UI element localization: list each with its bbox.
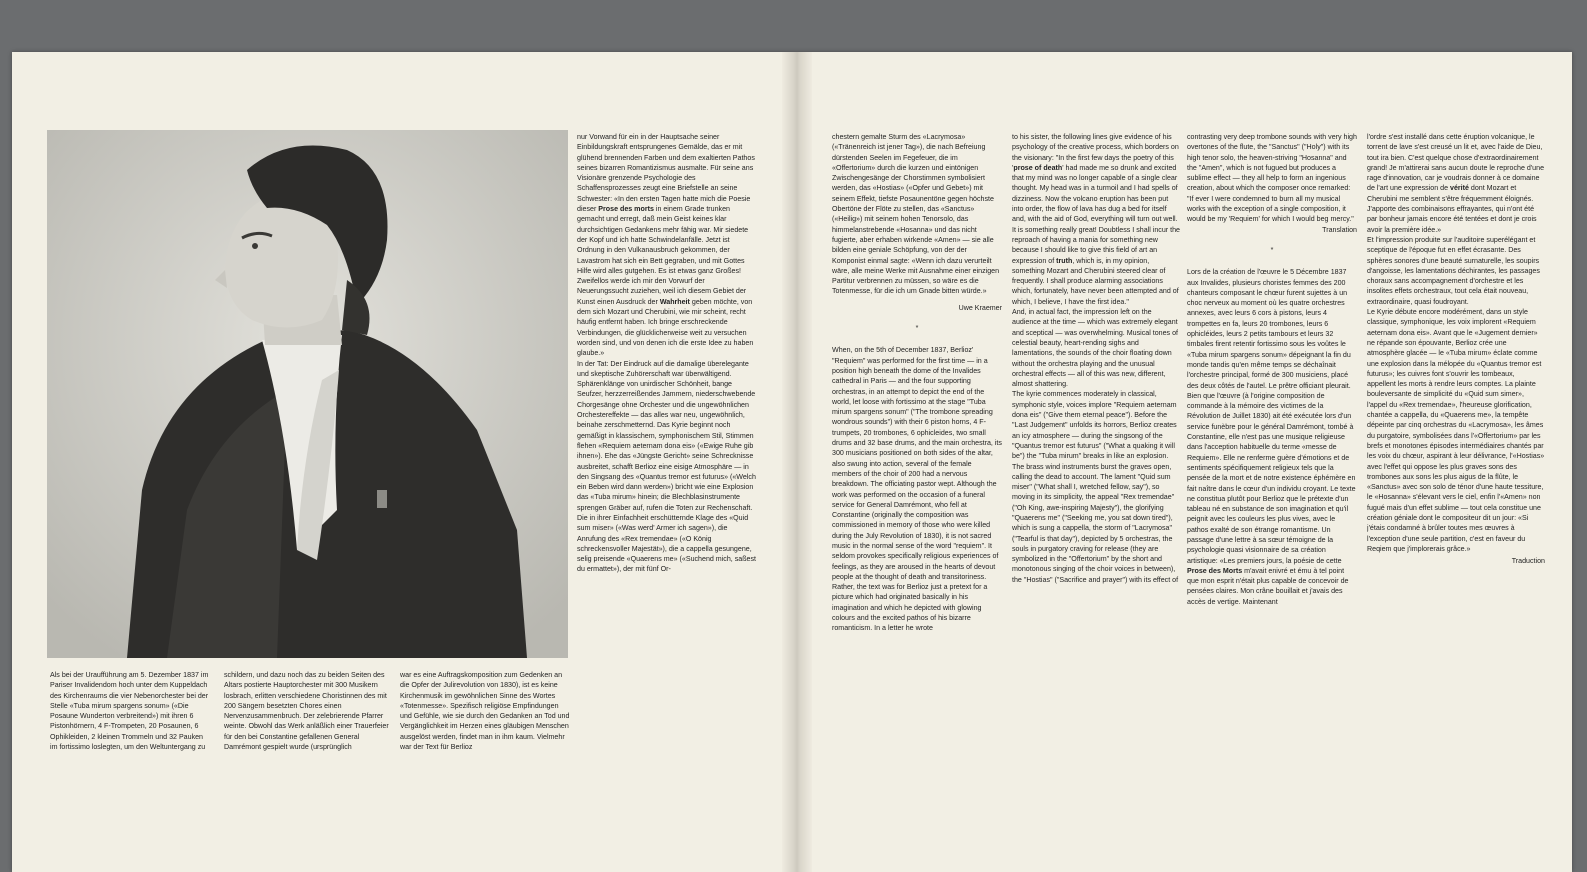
divider-star: * [915,324,919,333]
caption-column-2: schildern, und dazu noch das zu beiden Seiten des Altars postierte Hauptorchester mit 300 Musikern losbrach, erlitten verschiedene Choristinnen des mit 200 Sängern besetzten Chores einen Nervenzusammenbruch. Der zelebrierende Pfarrer weinte. Obwohl das Werk anläßlich einer Trauerfeier für den bei Constantine gefallenen General Damrémont gespielt wurde (ursprünglich [224,671,389,752]
english-column-2: to his sister, the following lines give evidence of his psychology of the creative process, which borders on the visionary: "In the first few days the poetry of this 'prose of death' had made me so drunk and excited that my mind was no longer capable of a single clear thought. My head was in a turmoil and I had spells of dizziness. Now the volcano eruption has been put into order, the flow of lava has dug a bed for itself and, with the aid of God, everything will turn out well. It is something really great! Doubtless I shall incur the reproach of having a mania for something new because I should like to give this field of art an expression of truth, which is, in my opinion, something Mozart and Cherubini steered clear of frequently. I shall produce alarming associations which, fortunately, have never been attempted and of which, I believe, I have the first idea." And, in actual fact, the impression left on the audience at the time — which was extremely elegant and sceptical — was overwhelming. Musical tones of celestial beauty, heart-rending sighs and lamentations, the sounds of the choir floating down without the orchestra playing and the unusual orchestral effects — all of this was new, different, almost shattering. The kyrie commences moderately in classical, symphonic style, voices implore "Requiem aeternam dona eis" ("Give them eternal peace"). Before the "Last Judgement" unfolds its horrors, Berlioz creates an icy atmosphere — during the singsong of the "Quantus tremor est futurus" ("What a quaking it will be") the "Tuba mirum" breaks in like an explosion. The brass wind instruments burst the graves open, calling the dead to account. The lament "Quid sum miser" ("What shall I, wretched fellow, say"), so moving in its simplicity, the appeal "Rex tremendae" ("Oh King, awe-inspiring Majesty"), the glorifying "Quaerens me" ("Seeking me, you sat down tired"), which is sung a cappella, the storm of "Lacrymosa" ("Tearful is that day"), depicted by 5 orchestras, the souls in purgatory craving for release (they are symbolized in the "Offertorium" by the short and monotonous singing of the choir voices in between), the "Hostias" ("Sacrifice and prayer") with its effect of [1012,133,1180,584]
album-spread [12,52,1572,872]
caption-column-3: war es eine Auftragskomposition zum Gedenken an die Opfer der Julirevolution von 1830), ist es keine Kirchenmusik im gewöhnlichen Sinne des Wortes «Totenmesse». Spezifisch religiöse Empfindungen und Gefühle, wie sie durch den Gedanken an Tod und Vergänglichkeit im Herzen eines gläubigen Menschen ausgelöst werden, findet man in ihm kaum. Vielmehr war der Text für Berlioz [400,671,570,752]
divider-star-2: * [1270,245,1274,254]
french-column-2: l'ordre s'est installé dans cette éruption volcanique, le torrent de lave s'est creusé un lit et, avec l'aide de Dieu, tout ira bien. C'est quelque chose d'extraordinairement grand! Je m'attirerai sans aucun doute le reproche d'une rage d'innovation, car je voudrais donner à ce domaine de l'art une expression de vérité dont Mozart et Cherubini me semblent s'être fréquemment éloignés. J'apporte des combinaisons effrayantes, qui n'ont été par bonheur jamais encore été tentées et dont je crois avoir la première idée.» Et l'impression produite sur l'auditoire superélégant et sceptique de l'époque fut en effet écrasante. Des sphères sonores d'une beauté surnaturelle, les soupirs d'angoisse, les lamentations déchirantes, les passages choraux sans accompagnement d'orchestre et les insolites effets orchestraux, tout cela était nouveau, extraordinaire, quasi foudroyant. Le Kyrie débute encore modérément, dans un style classique, symphonique, les voix implorent «Requiem aeternam dona eis». Avant que le «Jugement dernier» ne répande son épouvante, Berlioz crée une atmosphère glacée — le «Tuba mirum» éclate comme une explosion dans la mélopée du «Quantus tremor est futurus»; les cuivres font s'ouvrir les tombeaux, appellent les morts à rendre leurs comptes. La plainte bouleversante de simplicité du «Quid sum simer», l'appel du «Rex tremendae», l'heureuse glorification, chantée a cappella, du «Quaerens me», la tempête dépeinte par cinq orchestras du «Lacrymosa», les âmes du purgatoire, symbolisées dans l'«Offertorium» par les brefs et monotones épisodes intermédiaires chantés par les voix du chœur, aspirant à leur délivrance, l'«Hostias» avec l'effet qui oppose les plus graves sons des trombones aux sons les plus aigus de la flûte, le «Sanctus» avec son solo de ténor d'une haute tessiture, le «Hosanna» s'élevant vers le ciel, enfin l'«Amen» non fugué mais d'un effet sublime — tout cela constitue une création géniale dont le compositeur dit un jour: «Si j'étais condamné à brûler toutes mes œuvres à l'exception d'une seule partition, c'est en faveur du Reqiem que j'implorerais grâce.» Traduction [1367,133,1545,566]
german-column-2: chestern gemalte Sturm des «Lacrymosa» («Tränenreich ist jener Tag»), die nach Befreiung dürstenden Seelen im Fegefeuer, die im «Offertorium» durch die kurzen und eintönigen Zwischengesänge der Chorstimmen symbolisiert werden, das «Hostias» («Opfer und Gebet») mit seinem Effekt, tiefste Posaunentöne gegen höchste Obertöne der Flöte zu stellen, das «Sanctus» («Heilig») mit seinem hohen Tenorsolo, das himmelanstrebende «Hosanna» und das nicht fugierte, aber erhaben wirkende «Amen» — sie alle bilden eine geniale Schöpfung, von der der Komponist einmal sagte: «Wenn ich dazu verurteilt wäre, alle meine Werke mit Ausnahme einer einzigen Partitur verbrennen zu müssen, so wäre es die Totenmesse, für die ich um Gnade bitten würde.» Uwe Kraemer * When, on the 5th of December 1837, Berlioz' "Requiem" was performed for the first time — in a position high beneath the dome of the Invalides cathedral in Paris — and the four supporting orchestras, in an attempt to depict the end of the world, let loose with fortissimo at the stage "Tuba mirum spargens sonum" ("The trombone spreading wondrous sounds") with their 6 piston horns, 4 F-trumpets, 20 trombones, 6 ophicleides, two small drums and 32 base drums, and the main orchestra, its 300 musicians positioned on both sides of the altar, also swung into action, several of the female members of the choir of 200 had a nervous breakdown. The officiating pastor wept. Although the work was performed on the occasion of a funeral service for General Damrémont, who fell at Constantine (originally the composition was commissioned in memory of those who were killed during the July Revolution of 1830), it is not sacred music in the normal sense of the word "requiem". It seldom provokes specifically religious experiences of feelings, as they are aroused in the hearts of devout people at the thought of death and transitoriness. Rather, the text was for Berlioz just a pretext for a picture which had originated basically in his imagination and which he depicted with glowing colours and the excited pathos of his bizarre romanticism. In a letter he wrote [832,133,1002,633]
german-column-1: nur Vorwand für ein in der Hauptsache seiner Einbildungskraft entsprungenes Gemälde, das er mit glühend brennenden Farben und dem exaltierten Pathos seines bizarren Romantizismus ausmalte. Für seine ans Visionäre grenzende Psychologie des Schaffensprozesses zeugt eine Briefstelle an seine Schwester: «In den ersten Tagen hatte mich die Poesie dieser Prose des morts in einem Grade trunken gemacht und erregt, daß mein Geist keines klar durchsichtigen Gedankens mehr fähig war. Mir siedete der Kopf und ich hatte Schwindelanfälle. Jetzt ist Ordnung in den Vulkanausbruch gekommen, der Lavastrom hat sich ein Bett gegraben, und mit Gottes Hilfe wird alles gutgehen. Es ist etwas ganz Großes! Zweifellos werde ich mir den Vorwurf der Neuerungssucht zuziehen, weil ich diesem Gebiet der Kunst einen Ausdruck der Wahrheit geben möchte, von dem sich Mozart und Cherubini, wie mir scheint, recht häufig entfernt haben. Ich bringe erschreckende Verbindungen, die glücklicherweise weit zu versuchen worden sind, und von denen ich die erste Idee zu haben glaube.» In der Tat: Der Eindruck auf die damalige überelegante und skeptische Zuhörerschaft war überwältigend. Sphärenklänge von unirdischer Schönheit, bange Seufzer, herzzerreißendes Jammern, niederschwebende Chorgesänge ohne Orchester und die ungewöhnlichen Orchestereffekte — das alles war neu, ungewöhnlich, beinahe zerschmetternd. Das Kyrie beginnt noch gemäßigt in klassischem, symphonischem Stil, Stimmen flehen «Requiem aeternam dona eis» («Ewige Ruhe gib ihnen»). Ehe das «Jüngste Gericht» seine Schrecknisse ausbreitet, schafft Berlioz eine eisige Atmosphäre — in den Singsang des «Quantus tremor est futurus» («Welch ein Beben wird dann werden») bricht wie eine Explosion das «Tuba mirum» hinein; die Blechblasinstrumente sprengen Gräber auf, rufen die Toten zur Rechenschaft. Die in ihrer Einfachheit erschütternde Klage des «Quid sum miser» («Was werd' Armer ich sagen»), die Anrufung des «Rex tremendae» («O König schreckensvoller Majestät»), die a cappella gesungene, selig preisende «Quaerens me» («Suchend mich, saßest du ermattet»), der mit fünf Or- [577,133,757,574]
caption-column-1: Als bei der Uraufführung am 5. Dezember 1837 im Pariser Invalidendom hoch unter dem Kuppeldach des Kirchenraums die vier Nebenorchester bei der Stelle «Tuba mirum spargens sonum» («Die Posaune Wunderton verbreitend») mit ihren 6 Pistonhörnern, 4 F-Trompeten, 20 Posaunen, 6 Ophikleiden, 2 kleinen Trommeln und 32 Pauken im fortissimo loslegten, um den Weltuntergang zu [50,671,209,752]
signature-traduction: Traduction [1511,557,1545,566]
portrait-drawing [47,130,568,658]
portrait-image [47,130,568,658]
signature-kraemer: Uwe Kraemer [958,303,1002,312]
center-fold [782,52,812,872]
english-french-column: contrasting very deep trombone sounds with very high overtones of the flute, the "Sanctus" ("Holy") with its high tenor solo, the heaven-striving "Hosanna" and the "Amen", which is not fugued but produces a sublime effect — they all help to form an ingenious creation, about which the composer once remarked: "If ever I were condemned to burn all my musical works with the exception of a single composition, it would be my 'Requiem' for which I would beg mercy." Translation * Lors de la création de l'œuvre le 5 Décembre 1837 aux Invalides, plusieurs choristes femmes des 200 chanteurs composant le chœur furent sujettes à un choc nerveux au moment où les quatre orchestres annexes, avec leurs 6 cors à pistons, leurs 4 trompettes en fa, leurs 20 trombones, leurs 6 ophicléides, leurs 2 petits tambours et leurs 32 timbales firent retentir fortissimo sous les voûtes le «Tuba mirum spargens sonum» dépeignant la fin du monde tandis qu'en même temps se déchaînait l'orchestre principal, formé de 300 musiciens, placé des deux côtés de l'autel. Le prêtre officiant pleurait. Bien que l'œuvre (à l'origine composition de commande à la mémoire des victimes de la Révolution de Juillet 1830) ait été exécutée lors d'un service funèbre pour le général Damrémont, tombé à Constantine, elle n'est pas une musique religieuse dans l'acception habituelle du terme «messe de Requiem». Elle ne renferme guère d'émotions et de sentiments spécifiquement religieux tels que la pensée de la mort et de notre existence éphémère en fait naître dans le cœur d'un individu croyant. Le texte ne constitua plutôt pour Berlioz que le prétexte d'un tableau né en substance de son imagination et qu'il peignit avec les couleurs les plus vives, avec le pathos exalté de son étrange romantisme. Un passage d'une lettre à sa sœur témoigne de la psychologie quasi visionnaire de sa création artistique: «Les premiers jours, la poésie de cette Prose des Morts m'avait enivré et ému à tel point que mon esprit n'était plus capable de concevoir de pensées claires. Mon crâne bouillait et j'avais des accès de vertige. Maintenant [1187,133,1357,606]
signature-translation: Translation [1322,225,1357,234]
